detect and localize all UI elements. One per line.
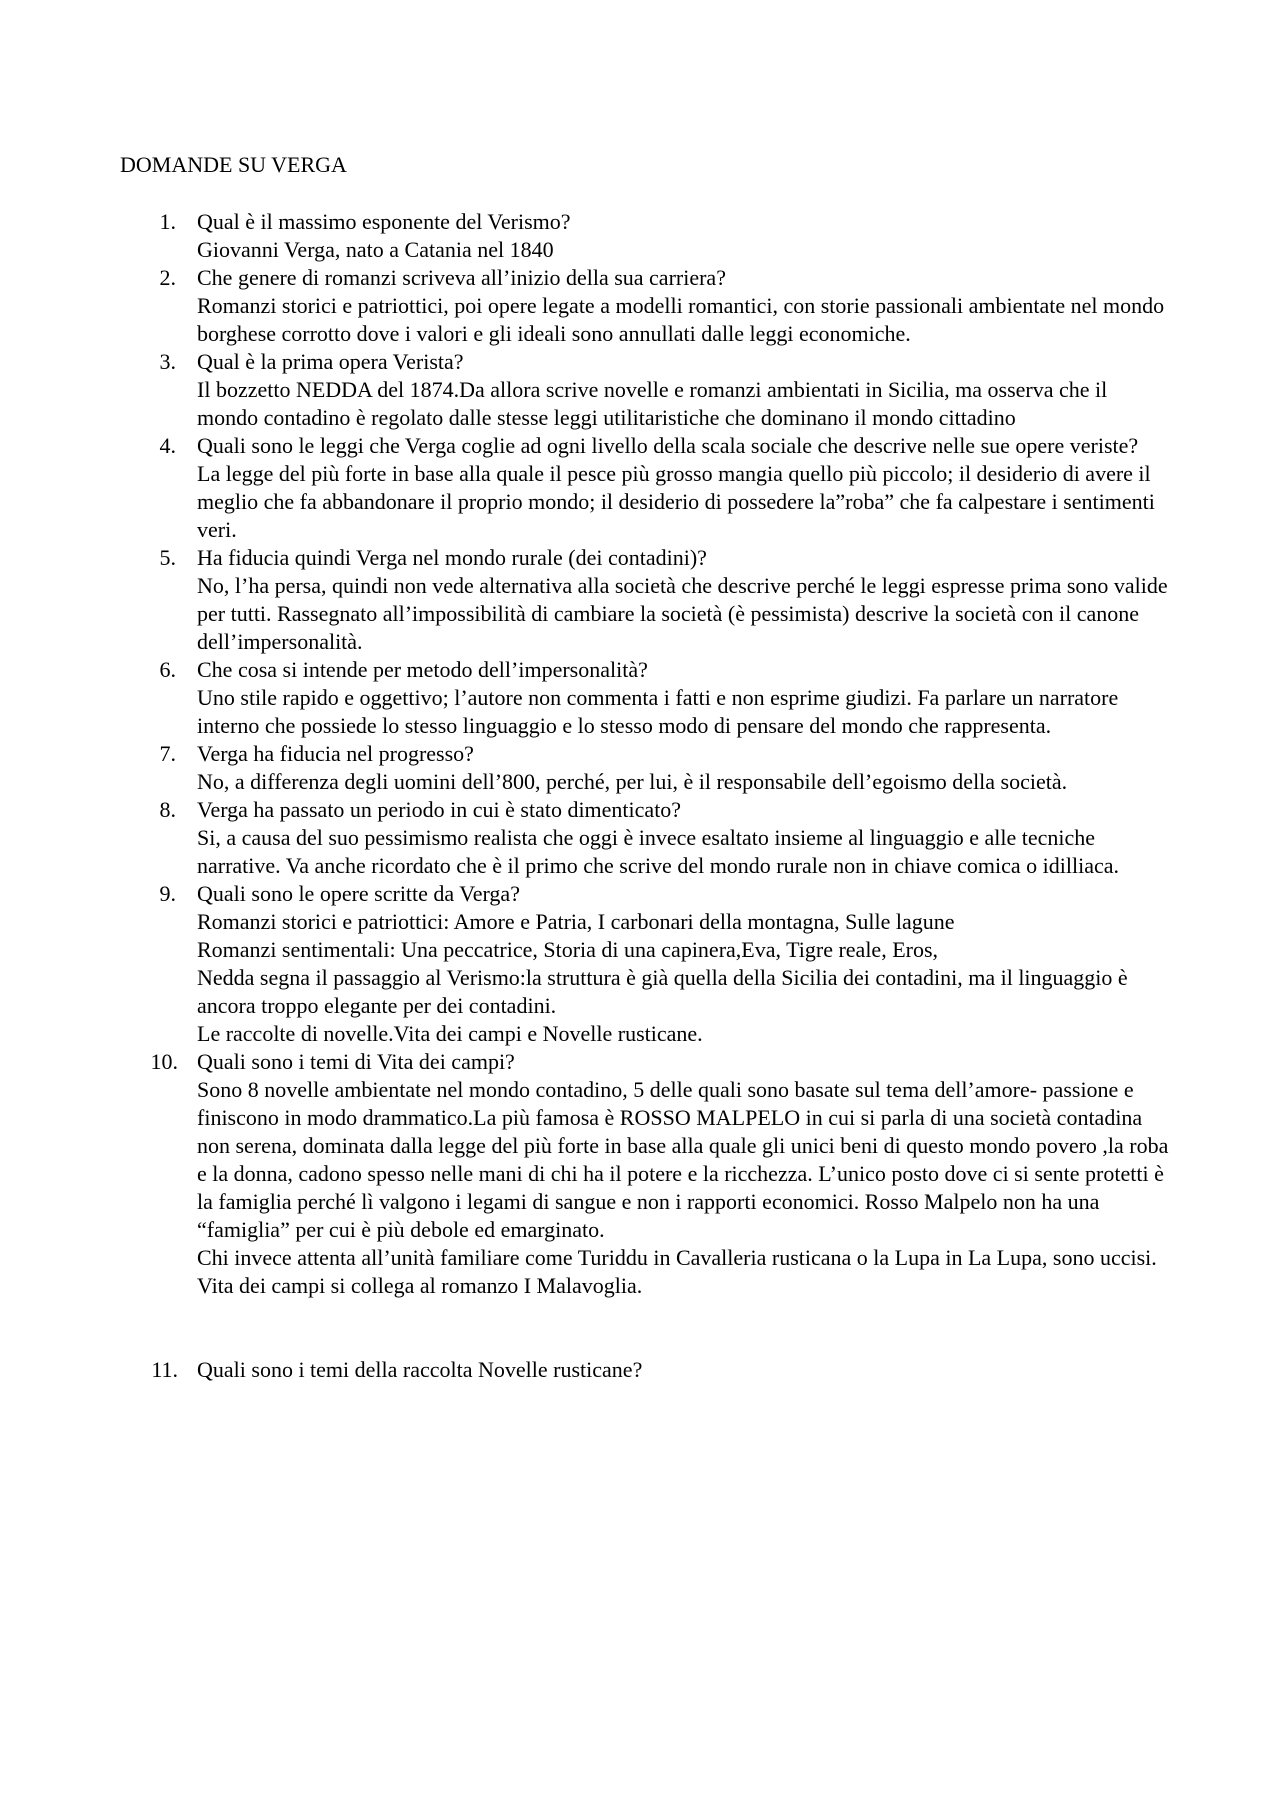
document-title: DOMANDE SU VERGA: [120, 152, 347, 177]
item-number: 10.: [150, 1049, 178, 1074]
list-item: [0, 544, 1280, 656]
list-item: [0, 796, 1280, 880]
question-text: Ha fiducia quindi Verga nel mondo rurale (dei contadini)?: [197, 545, 707, 570]
answer-text: Il bozzetto NEDDA del 1874.Da allora scrive novelle e romanzi ambientati in Sicilia, ma osserva che il mondo contadino è regolato dalle stesse leggi utilitaristiche che dominano il mondo cittadino: [197, 377, 1108, 430]
question-text: Verga ha fiducia nel progresso?: [197, 741, 474, 766]
answer-text: Le raccolte di novelle.Vita dei campi e Novelle rusticane.: [197, 1021, 703, 1046]
question-text: Qual è il massimo esponente del Verismo?: [197, 209, 571, 234]
answer-text: Nedda segna il passaggio al Verismo:la struttura è già quella della Sicilia dei contadini, ma il linguaggio è ancora troppo elegante per dei contadini.: [197, 965, 1128, 1018]
list-item: [0, 1356, 1280, 1384]
item-number: 6.: [159, 657, 176, 682]
answer-text: No, l’ha persa, quindi non vede alternativa alla società che descrive perché le leggi espresse prima sono valide per tutti. Rassegnato all’impossibilità di cambiare la società (è pessimista) descrive la società con il canone dell’impersonalità.: [197, 573, 1168, 654]
item-number: 1.: [159, 209, 176, 234]
item-number: 4.: [159, 433, 176, 458]
answer-text: Vita dei campi si collega al romanzo I Malavoglia.: [197, 1273, 643, 1298]
question-text: Che cosa si intende per metodo dell’impersonalità?: [197, 657, 648, 682]
answer-text: Romanzi storici e patriottici, poi opere legate a modelli romantici, con storie passionali ambientate nel mondo borghese corrotto dove i valori e gli ideali sono annullati dalle leggi economiche.: [197, 293, 1165, 346]
answer-text: Uno stile rapido e oggettivo; l’autore non commenta i fatti e non esprime giudizi. Fa parlare un narratore interno che possiede lo stesso linguaggio e lo stesso modo di pensare del mondo che rappresenta.: [197, 685, 1119, 738]
item-number: 3.: [159, 349, 176, 374]
question-text: Quali sono le opere scritte da Verga?: [197, 881, 520, 906]
question-text: Che genere di romanzi scriveva all’inizio della sua carriera?: [197, 265, 726, 290]
answer-text: Romanzi storici e patriottici: Amore e Patria, I carbonari della montagna, Sulle lagune: [197, 909, 955, 934]
list-item: [0, 348, 1280, 432]
list-item: [0, 264, 1280, 348]
answer-text: Sono 8 novelle ambientate nel mondo contadino, 5 delle quali sono basate sul tema dell’amore- passione e finiscono in modo drammatico.La più famosa è ROSSO MALPELO in cui si parla di una società contadina non serena, dominata dalla legge del più forte in base alla quale gli unici beni di questo mondo povero ,la roba e la donna, cadono spesso nelle mani di chi ha il potere e la ricchezza. L’unico posto dove ci si sente protetti è la famiglia perché lì valgono i legami di sangue e non i rapporti economici. Rosso Malpelo non ha una “famiglia” per cui è più debole ed emarginato.: [197, 1077, 1169, 1242]
answer-text: La legge del più forte in base alla quale il pesce più grosso mangia quello più piccolo; il desiderio di avere il meglio che fa abbandonare il proprio mondo; il desiderio di possedere la”roba” che fa calpestare i sentimenti veri.: [197, 461, 1155, 542]
list-item: [0, 1048, 1280, 1300]
item-number: 9.: [159, 881, 176, 906]
question-text: Quali sono le leggi che Verga coglie ad ogni livello della scala sociale che descrive nelle sue opere veriste?: [197, 433, 1139, 458]
list-item: [0, 432, 1280, 544]
question-text: Qual è la prima opera Verista?: [197, 349, 464, 374]
list-item: [0, 208, 1280, 264]
question-text: Quali sono i temi della raccolta Novelle rusticane?: [197, 1357, 643, 1382]
item-number: 7.: [159, 741, 176, 766]
question-text: Verga ha passato un periodo in cui è stato dimenticato?: [197, 797, 682, 822]
answer-text: Romanzi sentimentali: Una peccatrice, Storia di una capinera,Eva, Tigre reale, Eros,: [197, 937, 939, 962]
item-number: 5.: [159, 545, 176, 570]
item-number: 11.: [151, 1357, 178, 1382]
list-item: [0, 880, 1280, 1048]
answer-text: No, a differenza degli uomini dell’800, perché, per lui, è il responsabile dell’egoismo della società.: [197, 769, 1068, 794]
question-text: Quali sono i temi di Vita dei campi?: [197, 1049, 515, 1074]
list-item: [0, 740, 1280, 796]
item-number: 2.: [159, 265, 176, 290]
item-number: 8.: [159, 797, 176, 822]
list-item: [0, 656, 1280, 740]
answer-text: Si, a causa del suo pessimismo realista che oggi è invece esaltato insieme al linguaggio e alle tecniche narrative. Va anche ricordato che è il primo che scrive del mondo rurale non in chiave comica o idilliaca.: [197, 825, 1119, 878]
question-list: [0, 208, 1280, 1384]
answer-text: Giovanni Verga, nato a Catania nel 1840: [197, 237, 554, 262]
answer-text: Chi invece attenta all’unità familiare come Turiddu in Cavalleria rusticana o la Lupa in La Lupa, sono uccisi.: [197, 1245, 1157, 1270]
